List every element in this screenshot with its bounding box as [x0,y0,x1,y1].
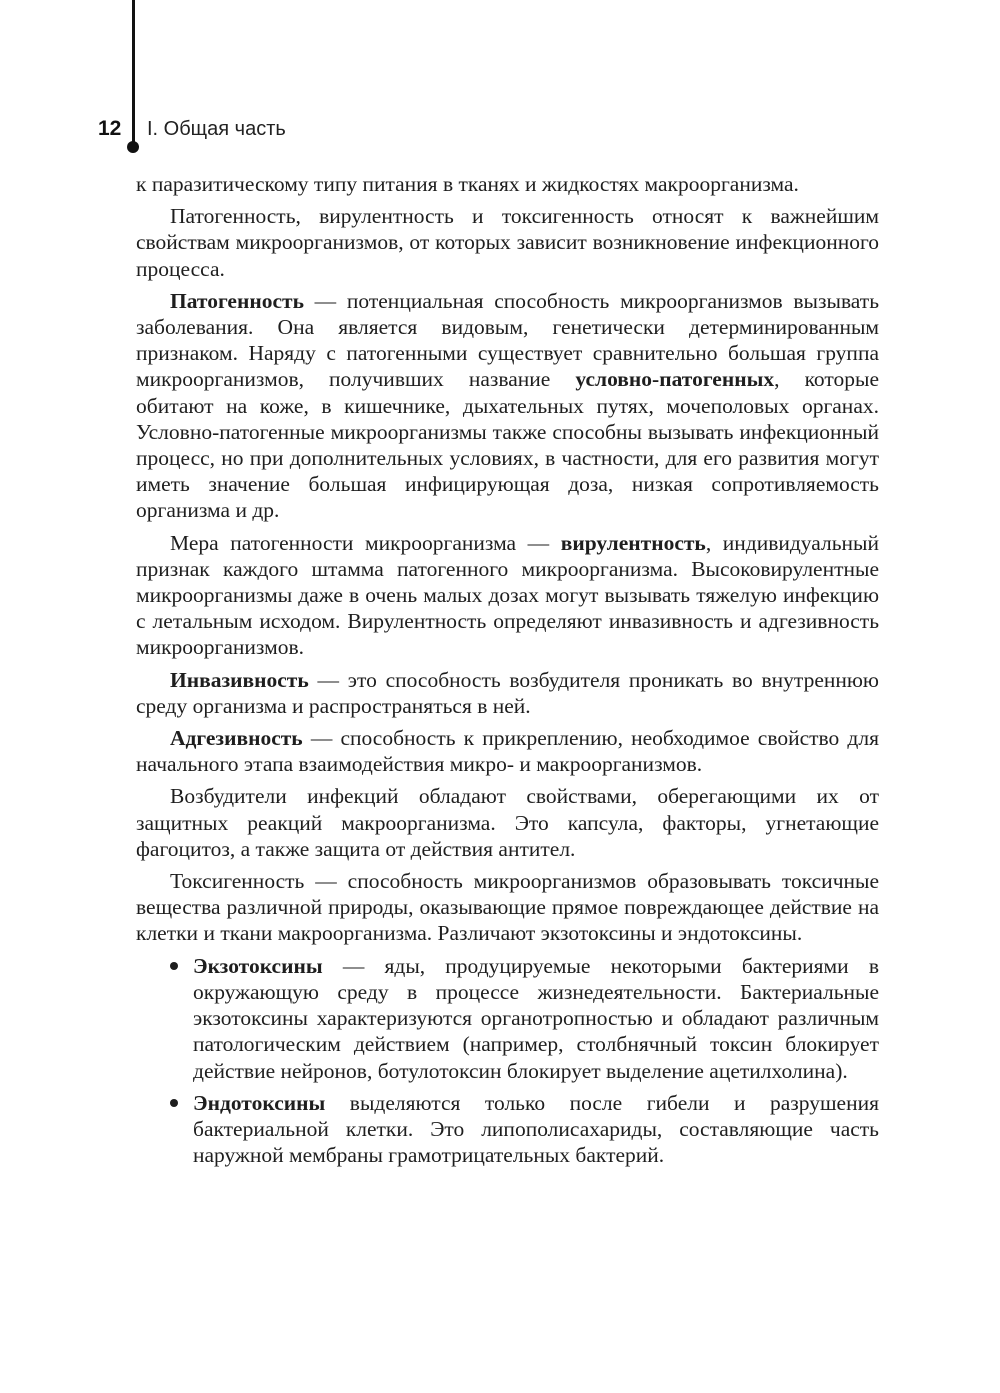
margin-rule [132,0,135,152]
definition-exotoxins: — яды, продуцируемые некоторыми бактериями в окружающую среду в процессе жизнедеятельности. Бактериальные экзотоксины характеризуются органотропностью и обладают различным патологическим действием (например, столбнячный токсин блокирует действие нейронов, ботулотоксин блокирует выделение ацетилхолина). [193,953,879,1083]
text-conditionally-pathogenic: , которые обитают на коже, в кишечнике, дыхательных путях, мочеполовых органах. Условно-патогенные микроорганизмы также способны вызывать инфекционный процесс, но при дополнительных условиях, в частности, для его развития могут иметь значение большая инфицирующая доза, низкая сопротивляемость организма и др. [136,367,879,523]
definition-adhesiveness: — способность к прикреплению, необходимое свойство для начального этапа взаимодействия микро- и макроорганизмов. [136,726,879,777]
paragraph-virulence [136,530,879,661]
bullet-icon [170,962,178,970]
page-number: 12 [98,117,122,140]
list-item-exotoxins [136,953,879,1084]
text-virulence-lead: Мера патогенности микроорганизма — [170,530,561,555]
term-virulence: вирулентность [560,530,706,555]
term-pathogenicity: Патогенность [170,288,304,313]
definition-pathogenicity: — потенциальная способность микроорганизмов вызывать заболевания. Она является видовым, генетически детерминированным признаком. Наряду с патогенными существует сравнительно большая группа микроорганизмов, получивших название [136,288,879,392]
term-exotoxins: Экзотоксины [193,953,323,978]
running-head: I. Общая часть [147,118,286,140]
list-item-endotoxins [136,1090,879,1169]
margin-rule-dot [127,141,139,153]
paragraph-pathogenicity [136,288,879,524]
paragraph-adhesiveness [136,725,879,777]
definition-endotoxins: выделяются только после гибели и разрушения бактериальной клетки. Это липополисахариды, составляющие часть наружной мембраны грамотрицательных бактерий. [193,1090,879,1168]
toxin-list [136,953,879,1169]
term-adhesiveness: Адгезивность [170,726,303,751]
term-conditionally-pathogenic: условно-патогенных [575,367,775,392]
term-endotoxins: Эндотоксины [193,1090,326,1115]
body-text [136,171,879,1174]
paragraph-protection: Возбудители инфекций обладают свойствами, оберегающими их от защитных реакций макроорганизма. Это капсула, факторы, угнетающие фагоцитоз, а также защита от действия антител. [136,784,879,861]
term-invasiveness: Инвазивность [170,667,309,692]
paragraph-properties-intro: Патогенность, вирулентность и токсигенность относят к важнейшим свойствам микроорганизмов, от которых зависит возникновение инфекционного процесса. [136,204,879,281]
paragraph-invasiveness [136,667,879,719]
paragraph-continuation: к паразитическому типу питания в тканях и жидкостях макроорганизма. [136,172,799,196]
bullet-icon [170,1099,178,1107]
paragraph-toxigenicity: Токсигенность — способность микроорганизмов образовывать токсичные вещества различной природы, оказывающие прямое повреждающее действие на клетки и ткани макроорганизма. Различают экзотоксины и эндотоксины. [136,869,879,946]
definition-invasiveness: — это способность возбудителя проникать во внутреннюю среду организма и распространяться в ней. [136,667,879,718]
definition-virulence: , индивидуальный признак каждого штамма патогенного микроорганизма. Высоковирулентные микроорганизмы даже в очень малых дозах могут вызывать тяжелую инфекцию с летальным исходом. Вирулентность определяют инвазивность и адгезивность микроорганизмов. [136,530,879,660]
